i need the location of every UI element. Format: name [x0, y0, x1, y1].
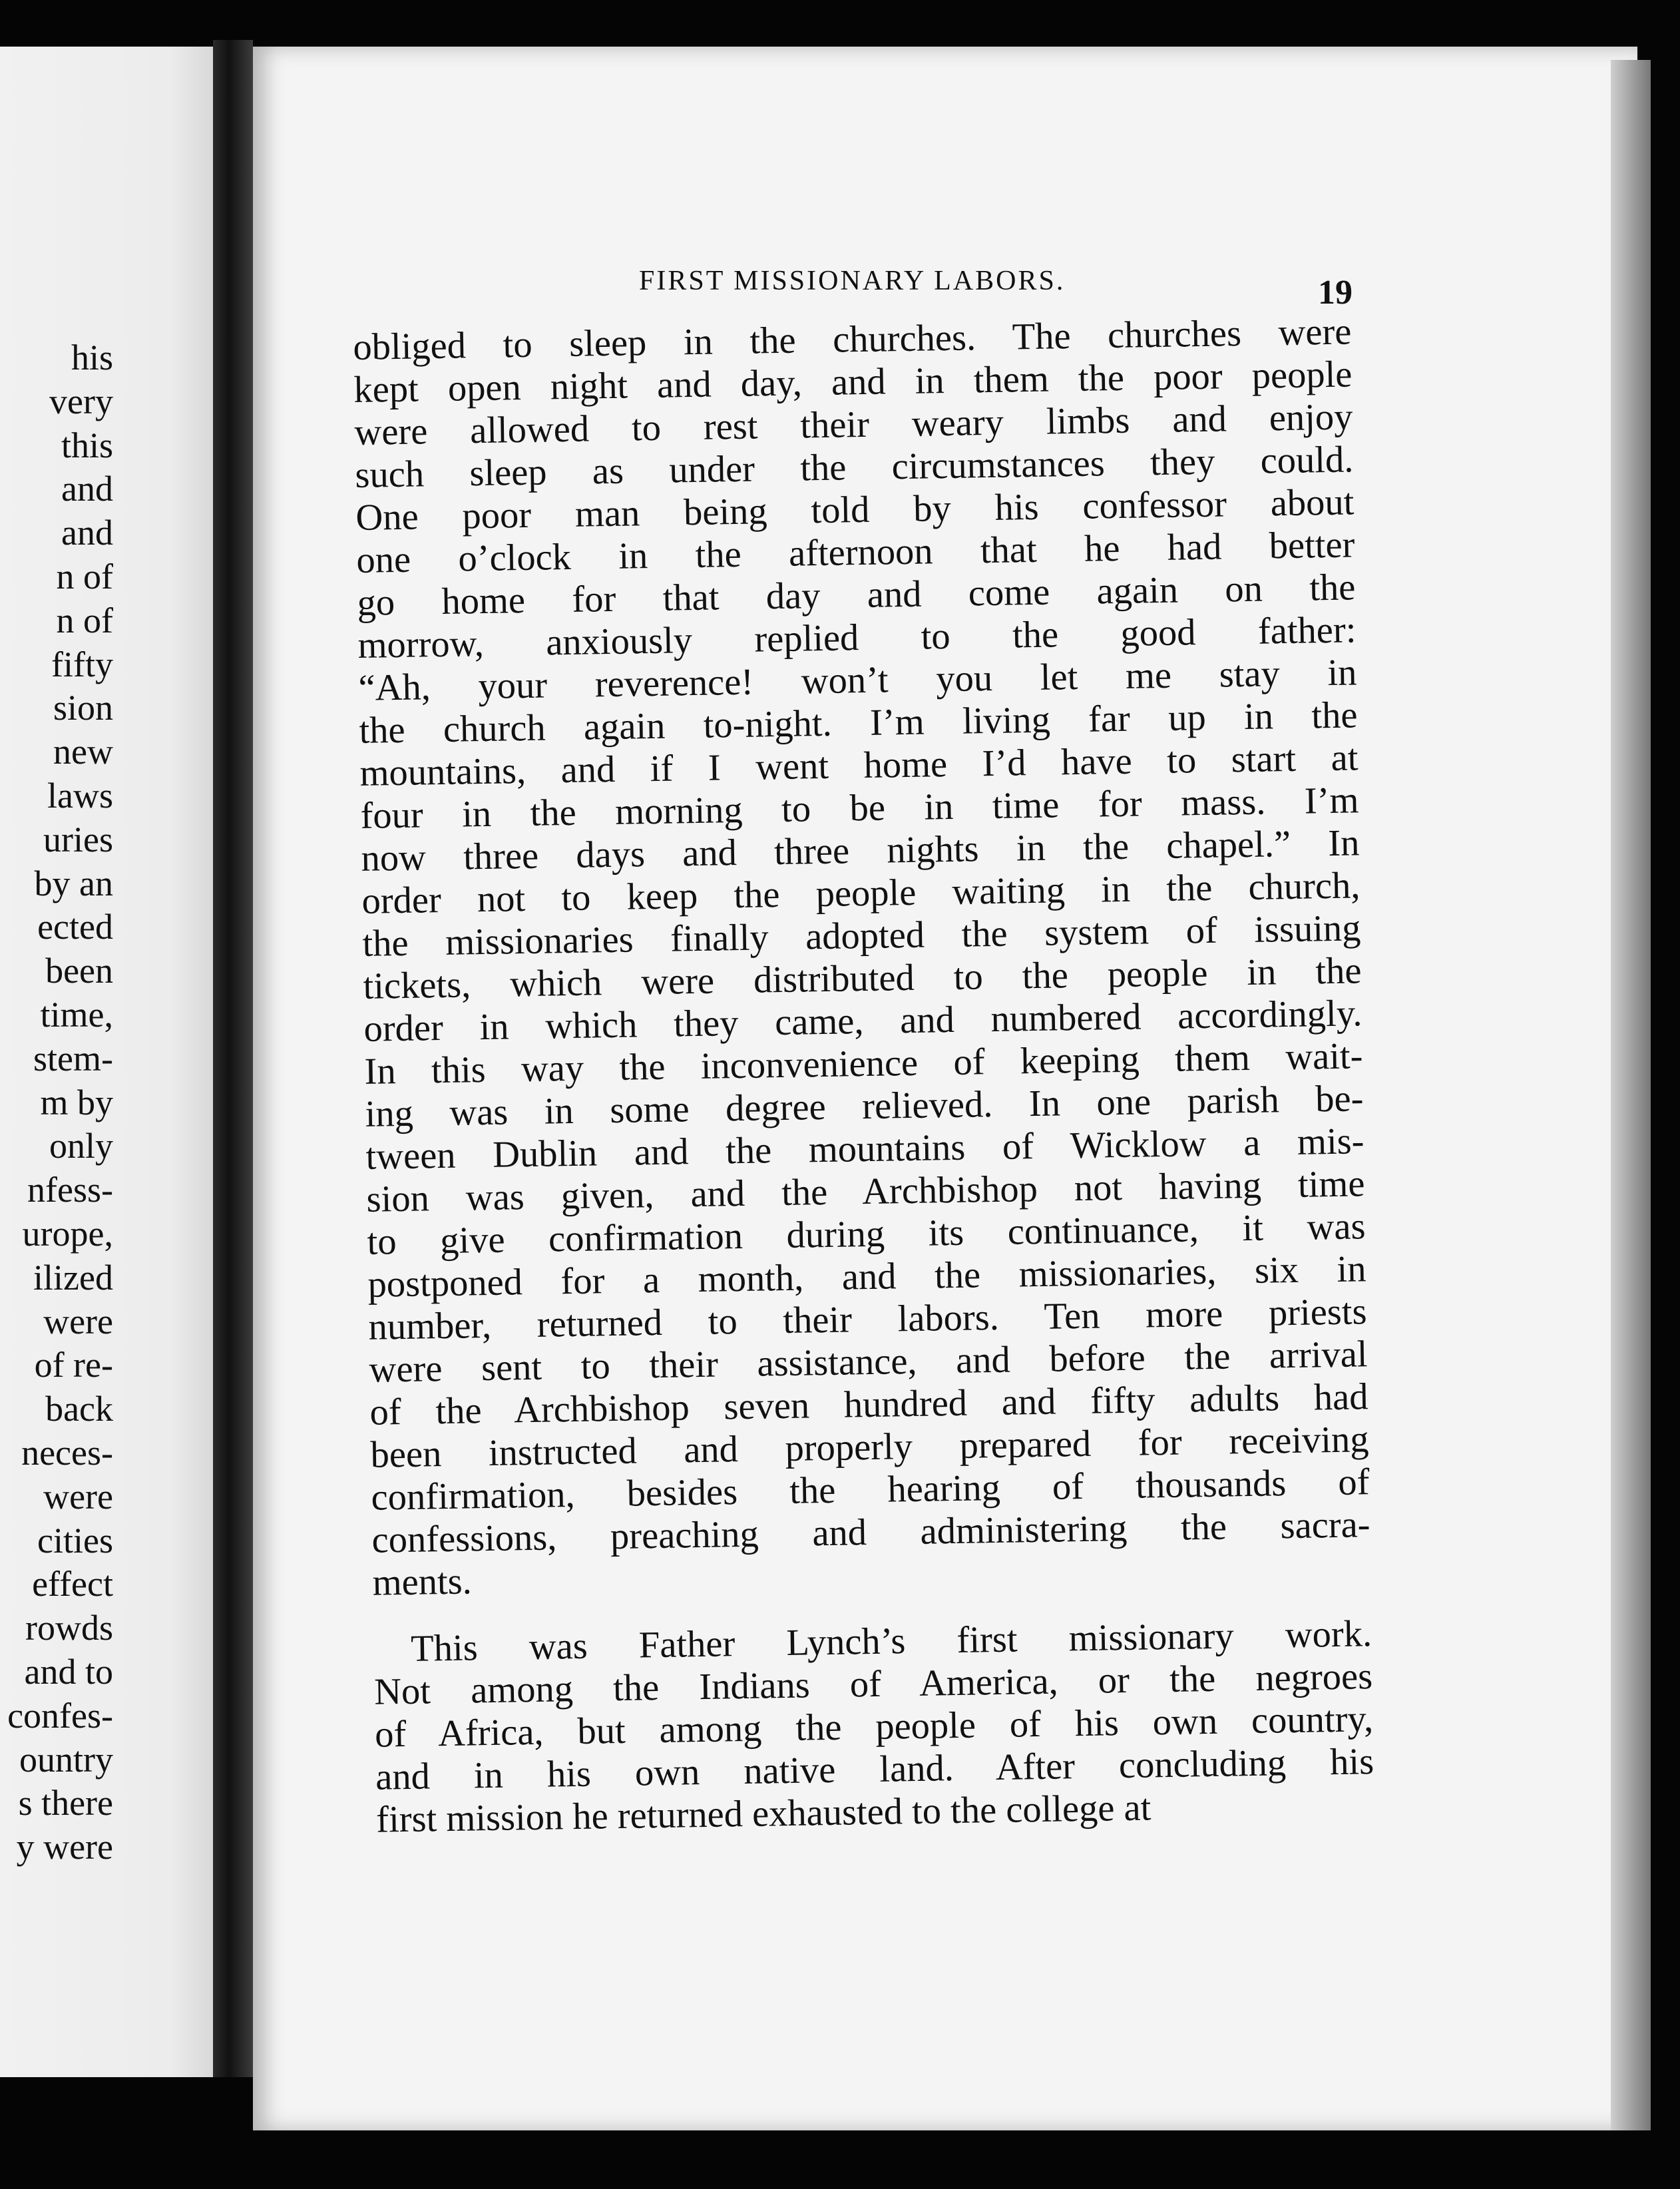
text-line: sion was given, and the Archbishop not having time	[366, 1163, 1365, 1220]
running-head: FIRST MISSIONARY LABORS.	[639, 266, 1066, 296]
text-line: now three days and three nights in the chapel.” In	[361, 822, 1360, 879]
left-page-line: y were	[16, 1827, 113, 1867]
text-line: first mission he returned exhausted to the college at	[375, 1787, 1152, 1841]
left-page-line: very	[49, 381, 113, 421]
text-line: to give confirmation during its continuance, it was	[367, 1206, 1366, 1263]
left-page-line: confes-	[7, 1695, 113, 1736]
left-page-line: rowds	[25, 1608, 113, 1648]
text-line: ing was in some degree relieved. In one parish be-	[365, 1078, 1364, 1135]
text-line: been instructed and properly prepared for receiving	[370, 1419, 1369, 1476]
left-page-line: fifty	[51, 644, 113, 684]
page-edge-shadow	[1611, 60, 1651, 2130]
text-line: “Ah, your reverence! won’t you let me stay in	[358, 652, 1357, 709]
page-number: 19	[1318, 274, 1353, 312]
text-line: number, returned to their labors. Ten more priests	[368, 1291, 1367, 1348]
text-line: were allowed to rest their weary limbs and enjoy	[354, 396, 1353, 453]
text-line: and in his own native land. After concluding his	[375, 1741, 1374, 1798]
left-page-line: by an	[34, 863, 113, 903]
left-page-line: uries	[43, 819, 113, 859]
left-page-line: ected	[37, 907, 113, 947]
left-page-line: new	[53, 732, 113, 772]
book-gutter	[213, 40, 253, 2077]
left-page-line: sion	[53, 688, 113, 728]
left-page-line: ilized	[33, 1257, 113, 1298]
left-page-line: were	[43, 1476, 113, 1517]
left-page-line: this	[61, 425, 113, 465]
text-line: This was Father Lynch’s first missionary work.	[410, 1613, 1372, 1670]
text-line: order not to keep the people waiting in the church,	[361, 865, 1361, 922]
left-page-line: ountry	[19, 1739, 113, 1780]
left-page-line: s there	[18, 1783, 113, 1824]
text-line: four in the morning to be in time for mass. I’m	[360, 780, 1359, 837]
left-page-line: n of	[56, 557, 113, 597]
text-line: Not among the Indians of America, or the negroes	[373, 1656, 1373, 1713]
text-line: postponed for a month, and the missionaries, six in	[367, 1248, 1366, 1306]
left-page-line: and	[61, 469, 113, 509]
text-line: one o’clock in the afternoon that he had better	[356, 524, 1355, 581]
text-line: mountains, and if I went home I’d have to start at	[359, 737, 1359, 794]
left-page-line: cities	[37, 1520, 113, 1561]
left-page-line: laws	[47, 776, 113, 816]
left-page-line: urope,	[22, 1214, 113, 1254]
left-page-line: only	[49, 1126, 113, 1166]
text-line: kept open night and day, and in them the poor people	[353, 354, 1353, 411]
left-page-line: n of	[56, 600, 113, 640]
text-line: obliged to sleep in the churches. The churches were	[353, 311, 1352, 368]
text-line: One poor man being told by his confessor about	[355, 481, 1355, 539]
left-page-line: neces-	[21, 1433, 113, 1473]
left-page-line: been	[45, 951, 113, 991]
text-line: of Africa, but among the people of his own country,	[374, 1698, 1374, 1756]
left-page-line: back	[45, 1389, 113, 1429]
left-page-line: effect	[32, 1564, 113, 1604]
left-page-line: nfess-	[27, 1170, 113, 1210]
left-page-line: of re-	[34, 1345, 113, 1385]
text-line: of the Archbishop seven hundred and fifty adults had	[369, 1376, 1368, 1433]
left-page-line: and to	[24, 1652, 113, 1692]
left-page-line: m by	[40, 1082, 113, 1122]
body-text	[353, 310, 1375, 1841]
left-page-line: time,	[40, 995, 113, 1035]
text-line: ments.	[372, 1561, 473, 1604]
text-line: In this way the inconvenience of keeping them wait-	[364, 1035, 1363, 1093]
paragraph-1	[353, 310, 1371, 1604]
text-line: morrow, anxiously replied to the good father:	[357, 609, 1357, 666]
text-line: confessions, preaching and administering the sacra-	[371, 1504, 1370, 1561]
text-line: tween Dublin and the mountains of Wicklow a mis-	[365, 1120, 1365, 1178]
left-page-line: were	[43, 1301, 113, 1341]
text-line: go home for that day and come again on the	[357, 567, 1356, 624]
left-page-line: and	[61, 513, 113, 553]
paragraph-2	[373, 1612, 1375, 1841]
text-line: were sent to their assistance, and before the arrival	[369, 1334, 1368, 1391]
text-line: the missionaries finally adopted the system of issuing	[362, 907, 1361, 965]
text-line: tickets, which were distributed to the people in the	[363, 950, 1362, 1007]
text-line: such sleep as under the circumstances they could.	[355, 439, 1354, 496]
left-facing-page	[0, 47, 213, 2077]
left-page-line: stem-	[33, 1038, 113, 1079]
text-line: order in which they came, and numbered accordingly.	[363, 993, 1363, 1050]
text-line: confirmation, besides the hearing of thousands of	[371, 1461, 1370, 1519]
text-line: the church again to-night. I’m living far up in the	[359, 694, 1358, 752]
left-page-line: his	[71, 338, 113, 377]
